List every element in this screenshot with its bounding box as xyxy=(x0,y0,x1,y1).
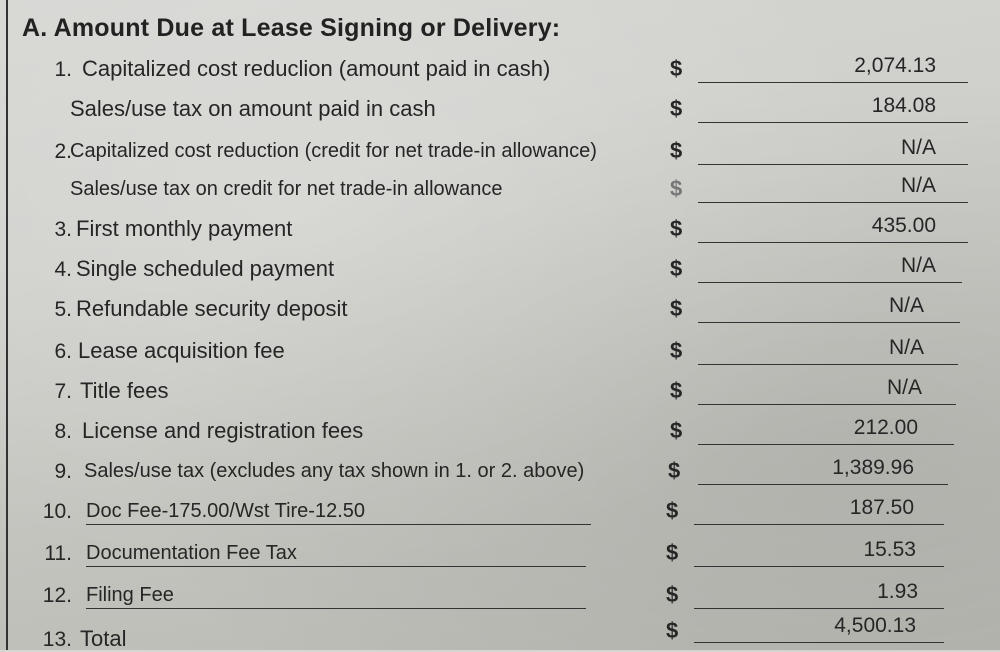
line-amount: N/A xyxy=(900,254,936,277)
value-underline xyxy=(698,242,968,243)
line-number: 8. xyxy=(54,420,72,443)
value-underline xyxy=(698,122,968,123)
line-label: Documentation Fee Tax xyxy=(86,542,586,567)
line-label: Refundable security deposit xyxy=(76,296,348,321)
line-label: Capitalized cost reduclion (amount paid in cash) xyxy=(82,56,551,81)
line-number: 12. xyxy=(42,584,72,607)
line-label: Total xyxy=(80,626,127,651)
value-underline xyxy=(698,82,968,83)
line-item-row xyxy=(0,172,1000,210)
line-item-row xyxy=(0,212,1000,250)
line-item-row xyxy=(0,52,1000,90)
dollar-sign: $ xyxy=(670,138,683,163)
dollar-sign: $ xyxy=(666,498,679,523)
line-item-row xyxy=(0,334,1000,372)
value-underline xyxy=(698,364,958,365)
line-number: 7. xyxy=(54,380,72,403)
line-amount: 435.00 xyxy=(871,214,936,237)
dollar-sign: $ xyxy=(670,176,683,201)
line-label: Title fees xyxy=(80,378,169,403)
section-title: A. Amount Due at Lease Signing or Delivery: xyxy=(22,14,561,42)
value-underline xyxy=(698,404,956,405)
value-underline xyxy=(698,322,960,323)
line-number: 6. xyxy=(54,340,72,363)
line-amount: 1,389.96 xyxy=(832,456,914,479)
line-amount: N/A xyxy=(886,376,922,399)
value-underline xyxy=(698,282,962,283)
line-item-row xyxy=(0,414,1000,452)
line-number: 10. xyxy=(42,500,72,523)
line-label: Sales/use tax (excludes any tax shown in 1. or 2. above) xyxy=(84,460,585,482)
line-amount: 1.93 xyxy=(877,580,918,603)
line-number: 4. xyxy=(54,258,72,281)
line-item-row xyxy=(0,536,1000,574)
dollar-sign: $ xyxy=(670,96,683,121)
line-item-row xyxy=(0,494,1000,532)
line-label: Doc Fee-175.00/Wst Tire-12.50 xyxy=(86,500,591,525)
line-amount: N/A xyxy=(900,174,936,197)
dollar-sign: $ xyxy=(668,458,681,483)
line-amount: 4,500.13 xyxy=(834,614,916,637)
line-amount: N/A xyxy=(888,336,924,359)
dollar-sign: $ xyxy=(670,296,683,321)
value-underline xyxy=(698,444,954,445)
line-item-row xyxy=(0,374,1000,412)
dollar-sign: $ xyxy=(670,338,683,363)
line-amount: 2,074.13 xyxy=(854,54,936,77)
line-label: Capitalized cost reduction (credit for net trade-in allowance) xyxy=(70,140,597,162)
line-label: Filing Fee xyxy=(86,584,586,609)
line-item-row xyxy=(0,292,1000,330)
dollar-sign: $ xyxy=(666,582,679,607)
line-number: 5. xyxy=(54,298,72,321)
line-number: 13. xyxy=(42,628,72,651)
line-number: 9. xyxy=(54,460,72,483)
line-label: Lease acquisition fee xyxy=(78,338,285,363)
value-underline xyxy=(694,524,944,525)
dollar-sign: $ xyxy=(670,56,683,81)
value-underline xyxy=(698,164,968,165)
line-item-row xyxy=(0,454,1000,492)
line-item-row xyxy=(0,134,1000,172)
line-number: 3. xyxy=(54,218,72,241)
line-number: 1. xyxy=(54,58,72,81)
line-label: First monthly payment xyxy=(76,216,293,241)
line-label: License and registration fees xyxy=(82,418,364,443)
line-amount: N/A xyxy=(900,136,936,159)
line-item-row xyxy=(0,92,1000,130)
line-amount: 15.53 xyxy=(863,538,916,561)
line-item-row xyxy=(0,578,1000,616)
line-amount: N/A xyxy=(888,294,924,317)
line-amount: 184.08 xyxy=(871,94,936,117)
dollar-sign: $ xyxy=(670,378,683,403)
dollar-sign: $ xyxy=(670,256,683,281)
line-amount: 212.00 xyxy=(853,416,918,439)
line-label: Sales/use tax on credit for net trade-in allowance xyxy=(70,178,503,200)
dollar-sign: $ xyxy=(670,216,683,241)
value-underline xyxy=(694,642,944,643)
value-underline xyxy=(694,608,944,609)
dollar-sign: $ xyxy=(670,418,683,443)
line-number: 2. xyxy=(54,140,72,163)
line-item-row xyxy=(0,252,1000,290)
value-underline xyxy=(698,202,968,203)
value-underline xyxy=(694,566,944,567)
dollar-sign: $ xyxy=(666,618,679,643)
line-amount: 187.50 xyxy=(849,496,914,519)
line-label: Sales/use tax on amount paid in cash xyxy=(70,96,436,121)
dollar-sign: $ xyxy=(666,540,679,565)
value-underline xyxy=(698,484,948,485)
line-number: 11. xyxy=(44,542,72,565)
line-item-row xyxy=(0,614,1000,652)
line-label: Single scheduled payment xyxy=(76,256,335,281)
